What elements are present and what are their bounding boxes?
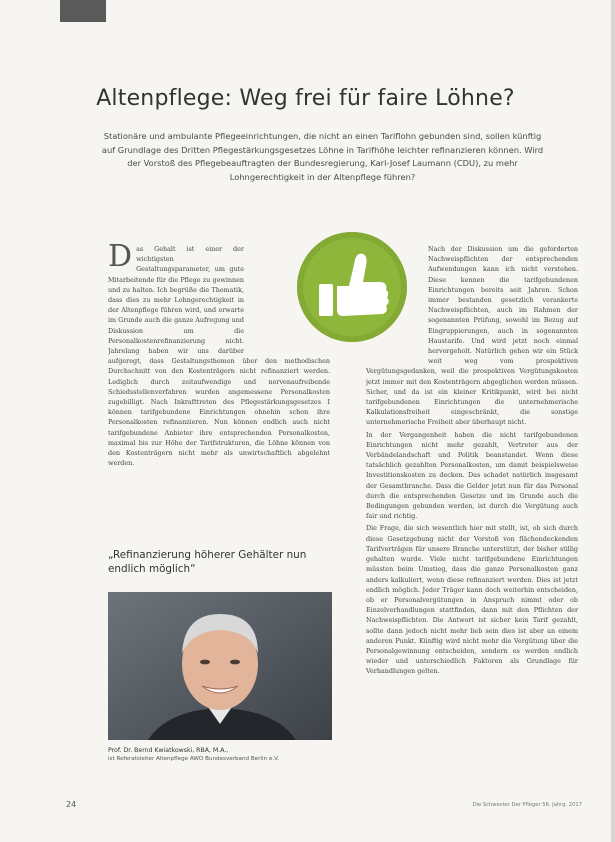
thumbs-up-icon bbox=[297, 232, 407, 342]
thumbs-up-badge bbox=[297, 232, 407, 342]
author-portrait bbox=[108, 592, 332, 740]
caption-author-name: Prof. Dr. Bernd Kwiatkowski, RBA, M.A., bbox=[108, 747, 229, 754]
right-paragraph-2: In der Vergangenheit haben die nicht tarifgebundenen Einrichtungen nicht mehr gezahlt, Vertreter aus der Verbändelandschaft und Politik beanstandet. Wenn diese tatsächlich gezahlten Personalkosten, um damit beispielsweise Investitionskosten zu decken. Das schadet natürlich insgesamt der Gesamtbranche. Dass die Gelder jetzt nun für das Personal durch die entsprechenden Gesetze und im Grunde auch die Bedingungen gebunden werden, ist durch die Vergütung auch fair und richtig. bbox=[366, 430, 578, 521]
scan-edge bbox=[611, 0, 615, 842]
drop-cap: D bbox=[108, 244, 133, 274]
pull-quote: „Refinanzierung höherer Gehälter nun endlich möglich“ bbox=[108, 549, 307, 575]
left-column-text: as Gehalt ist einer der wichtigsten Gestaltungsparameter, um gute Mitarbeitende für die Pflege zu gewinnen und zu halten. Ich begrüße die Thematik, dass dies zu mehr Lohngerechtigkeit in der Altenpflege führen wird, und erwarte im Grunde auch die ganze Aufregung und Diskussion um die Personalkostenrefinanzierung nicht. Jahrelang haben wir uns darüber aufgeregt, dass Gestaltungsthemen über den methodischen Durchschnitt von den Kostenträgern nicht refinanziert werden. Lediglich durch zeitaufwendige und nervenaufreibende Schiedsstellenverfahren wurden angemessene Personalkosten zugebilligt. Nach Inkrafttreten des Pflegestärkungsgesetzes I können tarifgebundene Einrichtungen ohnehin schon ihre Personalkosten refinanzieren. Nun können endlich auch nicht tarifgebundene Anbieter ihre entsprechenden Personalkosten, maximal bis zur Höhe der Tarifstrukturen, die Löhne können von den Kostenträgern nicht mehr als unwirtschaftlich abgelehnt werden. bbox=[108, 245, 330, 468]
page-number: 24 bbox=[66, 800, 77, 809]
right-paragraph-1: Nach der Diskussion um die geforderten Nachweispflichten der entsprechenden Aufwendungen kann ich nicht verstehen. Diese kennen die tarifgebundenen Einrichtungen bereits seit Jahren. Schon immer bestanden gesetzlich verankerte Nachweispflichten, auch im Rahmen der sogenannten Prüfung, sowohl im Bezug auf Eingruppierungen, auch in sogenannten Haustarife. Und wird jetzt noch einmal hervorgeholt. Natürlich gehen wir ein Stück weit weg vom prospektiven Vergütungsgedanken, weil die prospektiven Vergütungskosten jetzt immer mit den Kostenträgern abgeglichen werden müssen. Sicher, und da ist ein kleiner Kritikpunkt, wird bei nicht tarifgebundenen Einrichtungen die unternehmerische Kalkulationsfreiheit eingeschränkt, die sonstige unternehmerische Freiheit aber überhaupt nicht. bbox=[366, 245, 578, 427]
article-intro: Stationäre und ambulante Pflegeeinrichtungen, die nicht an einen Tariflohn gebunden sind, sollen künftig auf Grundlage des Dritten Pflegestärkungsgesetzes Löhne in Tarifhöhe leichter refinanzieren können. Wird der Vorstoß des Pflegebeauftragten der Bundesregierung, Karl-Josef Laumann (CDU), zu mehr Lohngerechtigkeit in der Altenpflege führen? bbox=[101, 131, 544, 182]
page-footer: Die Schwester Der Pfleger 56. Jahrg. 2017 bbox=[472, 802, 582, 808]
caption-author-role: ist Referatsleiter Altenpflege AWO Bundesverband Berlin e.V. bbox=[108, 756, 279, 762]
article-title: Altenpflege: Weg frei für faire Löhne? bbox=[96, 86, 515, 111]
right-paragraph-3: Die Frage, die sich wesentlich hier mit stellt, ist, ob sich durch diese Gesetzgebung nicht der Vorstoß von flächendeckenden Tarifverträgen für unsere Branche unterstützt, der bisher stillig gehalten wurde. Viele nicht tarifgebundene Einrichtungen müssten beim Umstieg, dass die ganze Personalkosten ganz anders kalkuliert, wenn diese refinanziert werden. Dies ist jetzt endlich möglich. Jeder Träger kann doch weiterhin entscheiden, ob er Personalvergütungen in Anspruch nimmt oder ob Einzelverhandlungen stattfinden, dann mit den Pflichten der Nachweispflichten. Die Antwort ist sicher kein Tarif gezahlt, sollte dann jedoch nicht mehr lieb sein dies ist aber an einem anderen Punkt. Künftig wird nicht mehr die Vergütung über die Personalgewinnung entscheiden, sondern es werden endlich wieder und unterschiedlich Faktoren als Grundlage für Verhandlungen gelten. bbox=[366, 524, 578, 676]
